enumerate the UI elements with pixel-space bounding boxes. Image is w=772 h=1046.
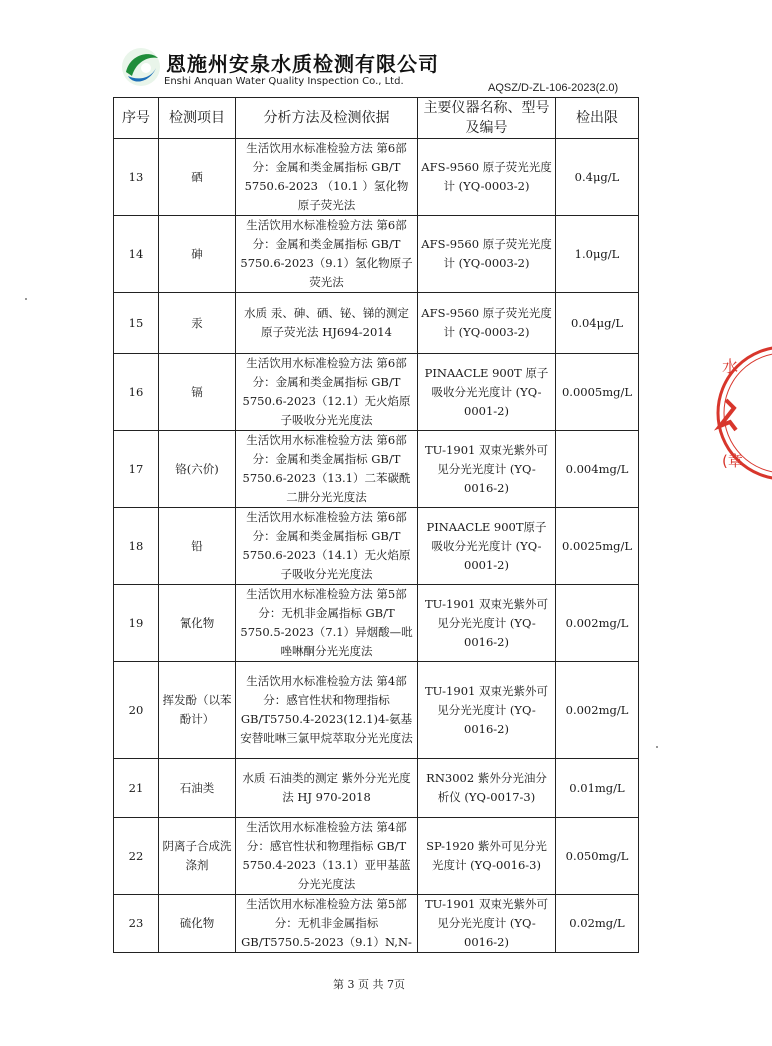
cell-instrument: TU-1901 双束光紫外可见分光光度计 (YQ-0016-2) — [418, 662, 556, 759]
cell-item: 阴离子合成洗涤剂 — [159, 818, 236, 895]
cell-no: 23 — [114, 895, 159, 953]
table-header-row — [114, 98, 639, 139]
cell-item: 镉 — [159, 354, 236, 431]
cell-instrument: AFS-9560 原子荧光光度计 (YQ-0003-2) — [418, 293, 556, 354]
document-code: AQSZ/D-ZL-106-2023(2.0) — [488, 82, 619, 94]
cell-method: 生活饮用水标准检验方法 第6部分：金属和类金属指标 GB/T 5750.6-2023（9.1）氢化物原子荧光法 — [236, 216, 418, 293]
cell-no: 14 — [114, 216, 159, 293]
table-row — [114, 216, 639, 293]
cell-no: 19 — [114, 585, 159, 662]
cell-item: 砷 — [159, 216, 236, 293]
cell-no: 18 — [114, 508, 159, 585]
page-number: 第 3 页 共 7页 — [333, 978, 405, 991]
table-row — [114, 895, 639, 953]
cell-method: 水质 石油类的测定 紫外分光光度法 HJ 970-2018 — [236, 759, 418, 818]
table-row — [114, 759, 639, 818]
cell-instrument: TU-1901 双束光紫外可见分光光度计 (YQ-0016-2) — [418, 585, 556, 662]
cell-no: 20 — [114, 662, 159, 759]
company-name-cn: 恩施州安泉水质检测有限公司 — [166, 52, 439, 76]
cell-limit: 1.0μg/L — [556, 216, 639, 293]
svg-text:(章: (章 — [722, 452, 743, 470]
header-method: 分析方法及检测依据 — [236, 98, 418, 139]
cell-item: 汞 — [159, 293, 236, 354]
cell-limit: 0.002mg/L — [556, 662, 639, 759]
cell-limit: 0.004mg/L — [556, 431, 639, 508]
scan-speck — [25, 298, 27, 300]
cell-method: 生活饮用水标准检验方法 第6部分：金属和类金属指标 GB/T 5750.6-2023（14.1）无火焰原子吸收分光光度法 — [236, 508, 418, 585]
cell-limit: 0.04μg/L — [556, 293, 639, 354]
header-limit: 检出限 — [556, 98, 639, 139]
cell-method: 水质 汞、砷、硒、铋、锑的测定 原子荧光法 HJ694-2014 — [236, 293, 418, 354]
svg-text:水: 水 — [722, 357, 739, 376]
cell-instrument: AFS-9560 原子荧光光度计 (YQ-0003-2) — [418, 139, 556, 216]
method-table — [113, 97, 639, 953]
cell-item: 硒 — [159, 139, 236, 216]
cell-limit: 0.050mg/L — [556, 818, 639, 895]
cell-item: 铬(六价) — [159, 431, 236, 508]
cell-item: 铅 — [159, 508, 236, 585]
scan-speck — [656, 746, 658, 748]
cell-method: 生活饮用水标准检验方法 第5部分：无机非金属指标 GB/T5750.5-2023（9.1）N,N- — [236, 895, 418, 953]
cell-method: 生活饮用水标准检验方法 第4部分：感官性状和物理指标 GB/T 5750.4-2023（13.1）亚甲基蓝分光光度法 — [236, 818, 418, 895]
cell-item: 挥发酚（以苯酚计） — [159, 662, 236, 759]
cell-limit: 0.002mg/L — [556, 585, 639, 662]
cell-method: 生活饮用水标准检验方法 第5部分：无机非金属指标 GB/T 5750.5-2023（7.1）异烟酸—吡唑啉酮分光光度法 — [236, 585, 418, 662]
cell-item: 硫化物 — [159, 895, 236, 953]
cell-item: 氰化物 — [159, 585, 236, 662]
cell-limit: 0.01mg/L — [556, 759, 639, 818]
table-row — [114, 585, 639, 662]
cell-no: 17 — [114, 431, 159, 508]
cell-no: 22 — [114, 818, 159, 895]
red-seal-stamp — [712, 338, 772, 488]
header-no: 序号 — [114, 98, 159, 139]
cell-no: 21 — [114, 759, 159, 818]
header-instrument: 主要仪器名称、型号及编号 — [418, 98, 556, 139]
cell-instrument: PINAACLE 900T原子吸收分光光度计 (YQ-0001-2) — [418, 508, 556, 585]
cell-method: 生活饮用水标准检验方法 第6部分：金属和类金属指标 GB/T 5750.6-2023（13.1）二苯碳酰二肼分光光度法 — [236, 431, 418, 508]
cell-no: 16 — [114, 354, 159, 431]
company-name-en: Enshi Anquan Water Quality Inspection Co., Ltd. — [164, 76, 404, 87]
table-row — [114, 662, 639, 759]
table-row — [114, 431, 639, 508]
cell-method: 生活饮用水标准检验方法 第6部分：金属和类金属指标 GB/T 5750.6-2023 （10.1 ）氢化物原子荧光法 — [236, 139, 418, 216]
cell-instrument: AFS-9560 原子荧光光度计 (YQ-0003-2) — [418, 216, 556, 293]
cell-instrument: TU-1901 双束光紫外可见分光光度计 (YQ-0016-2) — [418, 431, 556, 508]
cell-instrument: RN3002 紫外分光油分析仪 (YQ-0017-3) — [418, 759, 556, 818]
cell-instrument: TU-1901 双束光紫外可见分光光度计 (YQ-0016-2) — [418, 895, 556, 953]
header-item: 检测项目 — [159, 98, 236, 139]
cell-limit: 0.4μg/L — [556, 139, 639, 216]
table-row — [114, 508, 639, 585]
cell-method: 生活饮用水标准检验方法 第4部分：感官性状和物理指标 GB/T5750.4-2023(12.1)4-氨基安替吡啉三氯甲烷萃取分光光度法 — [236, 662, 418, 759]
cell-method: 生活饮用水标准检验方法 第6部分：金属和类金属指标 GB/T 5750.6-2023（12.1）无火焰原子吸收分光光度法 — [236, 354, 418, 431]
table-row — [114, 818, 639, 895]
cell-instrument: PINAACLE 900T 原子吸收分光光度计 (YQ-0001-2) — [418, 354, 556, 431]
cell-limit: 0.0005mg/L — [556, 354, 639, 431]
table-row — [114, 139, 639, 216]
company-logo-icon — [120, 46, 162, 88]
cell-limit: 0.0025mg/L — [556, 508, 639, 585]
cell-instrument: SP-1920 紫外可见分光光度计 (YQ-0016-3) — [418, 818, 556, 895]
cell-no: 13 — [114, 139, 159, 216]
cell-no: 15 — [114, 293, 159, 354]
table-row — [114, 354, 639, 431]
cell-limit: 0.02mg/L — [556, 895, 639, 953]
table-row — [114, 293, 639, 354]
cell-item: 石油类 — [159, 759, 236, 818]
